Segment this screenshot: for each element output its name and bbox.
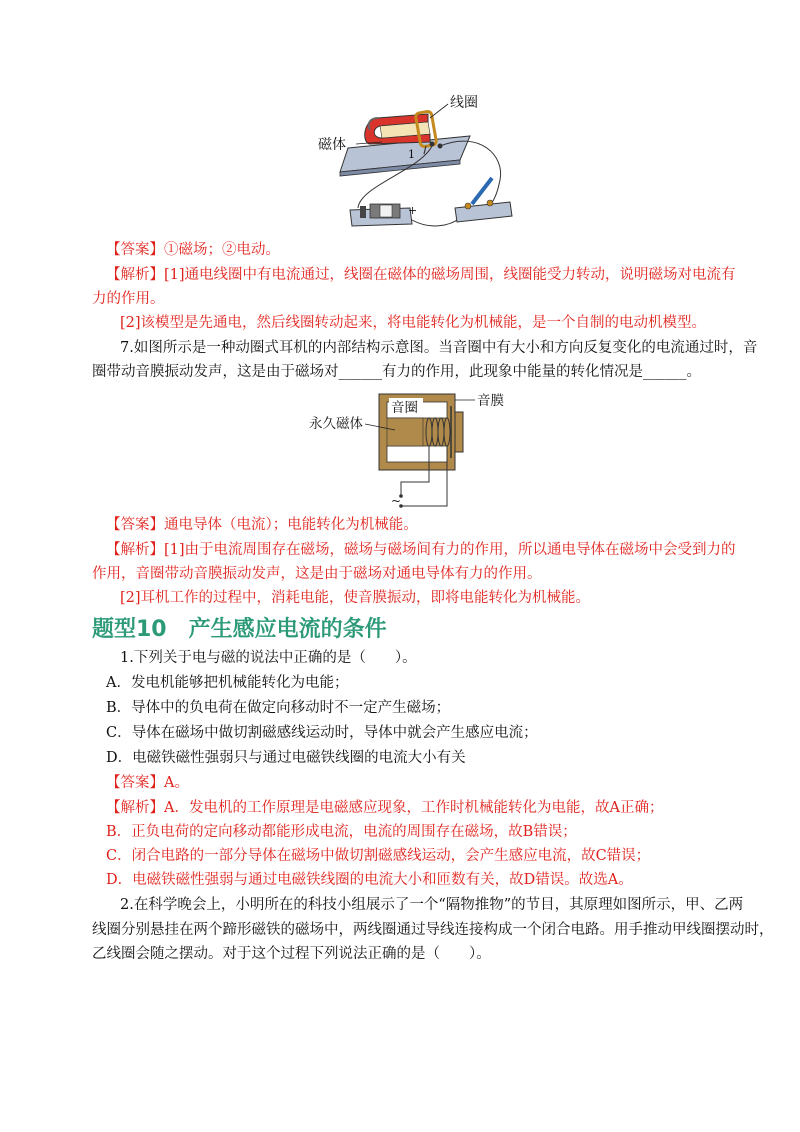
section-heading — [92, 612, 387, 643]
s-q2-stem-line-3: 乙线圈会随之摆动。对于这个过程下列说法正确的是（ ）。 — [92, 946, 491, 962]
q6-analysis-tag: 【解析】 — [106, 267, 164, 283]
q6-analysis-text-1: [1]通电线圈中有电流通过，线圈在磁体的磁场周围，线圈能受力转动，说明磁场对电流有 — [164, 267, 736, 283]
q7-analysis-text-1: [1]由于电流周围存在磁场，磁场与磁场间有力的作用，所以通电导体在磁场中会受到力的 — [164, 542, 736, 558]
q7-analysis-tag: 【解析】 — [106, 542, 164, 558]
membrane-label: 音膜 — [477, 393, 504, 409]
section-number: 题型10 — [92, 617, 167, 642]
s-q2-stem-line-2: 线圈分别悬挂在两个蹄形磁铁的磁场中，两线圈通过导线连接构成一个闭合电路。用手推动甲线圈摆动时， — [92, 922, 774, 938]
q6-analysis-line-3: [2]该模型是先通电，然后线圈转动起来，将电能转化为机械能，是一个自制的电动机模型。 — [120, 315, 707, 331]
q7-analysis-line-3: [2]耳机工作的过程中，消耗电能，使音膜振动，即将电能转化为机械能。 — [120, 590, 591, 606]
q7-stem-line-1: 7.如图所示是一种动圈式耳机的内部结构示意图。当音圈中有大小和方向反复变化的电流通过时，音 — [120, 340, 758, 356]
permanent-magnet-label: 永久磁体 — [309, 416, 363, 432]
s-q1-answer-tag: 【答案】 — [106, 775, 164, 791]
magnet-label: 磁体 — [318, 137, 346, 153]
q6-answer-tag: 【答案】 — [106, 242, 164, 258]
s-q1-analysis-c: C．闭合电路的一部分导体在磁场中做切割磁感线运动，会产生感应电流，故C错误； — [106, 848, 651, 864]
voice-coil-label: 音圈 — [391, 400, 418, 416]
q6-answer — [106, 240, 280, 260]
q7-stem-line-2: 圈带动音膜振动发声，这是由于磁场对______有力的作用，此现象中能量的转化情况是______。 — [92, 364, 701, 380]
q7-answer — [106, 515, 418, 535]
coil-label: 线圈 — [450, 95, 478, 111]
s-q1-answer-text: A。 — [164, 775, 189, 791]
earphone-structure-figure — [305, 386, 515, 514]
s-q1-analysis-a-text: A．发电机的工作原理是电磁感应现象，工作时机械能转化为电能，故A正确； — [164, 800, 664, 816]
q6-answer-text: ①磁场；②电动。 — [164, 242, 280, 258]
q6-analysis-line-1 — [106, 265, 736, 285]
s-q1-answer — [106, 773, 189, 793]
s-q2-stem-line-1: 2.在科学晚会上，小明所在的科技小组展示了一个“隔物推物”的节目，其原理如图所示，甲、乙两 — [120, 897, 744, 913]
q7-analysis-line-1 — [106, 540, 736, 560]
section-title: 产生感应电流的条件 — [188, 617, 387, 642]
s-q1-option-c: C．导体在磁场中做切割磁感线运动时，导体中就会产生感应电流； — [106, 725, 538, 741]
q7-answer-text: 通电导体（电流）；电能转化为机械能。 — [164, 517, 418, 533]
s-q1-option-b: B．导体中的负电荷在做定向移动时不一定产生磁场； — [106, 700, 451, 716]
battery-plus-label: + — [408, 204, 418, 217]
ac-symbol: ~ — [391, 494, 402, 508]
motor-model-figure — [300, 90, 530, 240]
s-q1-analysis-d: D．电磁铁磁性强弱与通过电磁铁线圈的电流大小和匝数有关，故D错误。故选A。 — [106, 872, 633, 888]
s-q1-analysis-b: B．正负电荷的定向移动都能形成电流，电流的周围存在磁场，故B错误； — [106, 824, 577, 840]
terminal-number-label: 1 — [408, 148, 415, 161]
s-q1-option-a: A．发电机能够把机械能转化为电能； — [106, 675, 349, 691]
s-q1-analysis-tag: 【解析】 — [106, 800, 164, 816]
q6-analysis-line-2: 力的作用。 — [92, 291, 165, 307]
s-q1-option-d: D．电磁铁磁性强弱只与通过电磁铁线圈的电流大小有关 — [106, 750, 466, 766]
q7-answer-tag: 【答案】 — [106, 517, 164, 533]
s-q1-analysis-a — [106, 798, 663, 818]
q7-analysis-line-2: 作用，音圈带动音膜振动发声，这是由于磁场对通电导体有力的作用。 — [92, 566, 542, 582]
s-q1-stem: 1.下列关于电与磁的说法中正确的是（ ）。 — [120, 650, 417, 666]
